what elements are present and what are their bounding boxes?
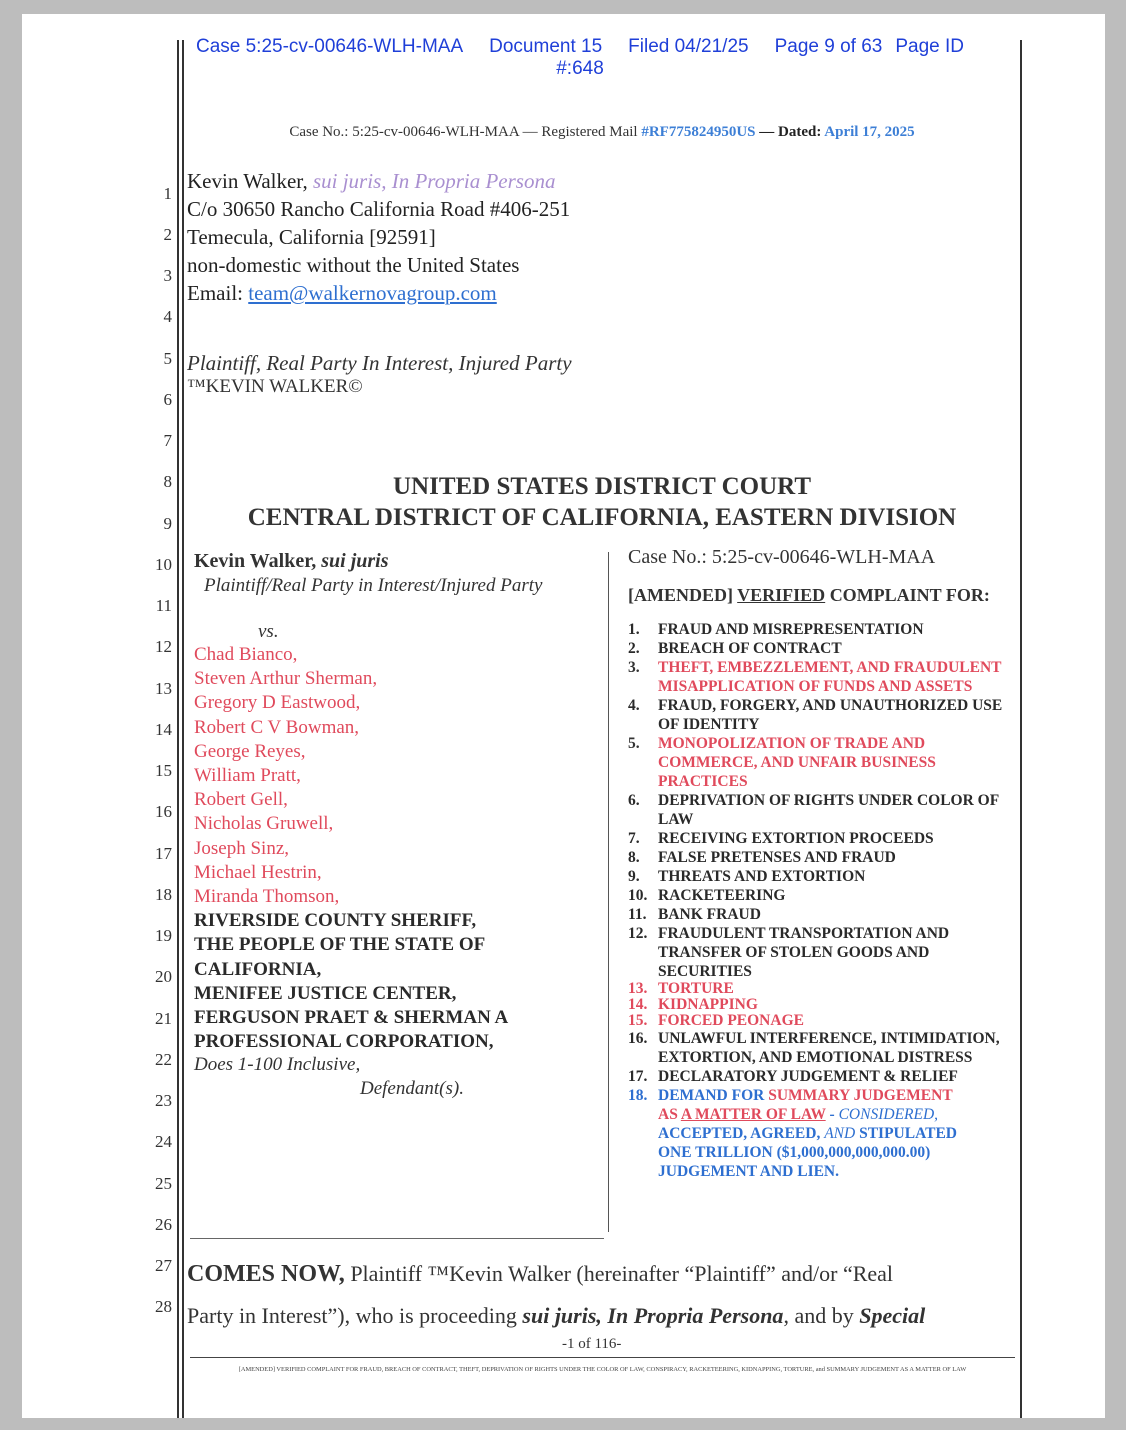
count-item <box>628 620 1023 639</box>
count-text: RACKETEERING <box>658 887 786 904</box>
count-number: 18. <box>628 1087 648 1104</box>
complaint-verified: VERIFIED <box>737 585 826 605</box>
defendant-name: Michael Hestrin, <box>194 861 322 883</box>
count18-part-c: AS <box>658 1106 681 1123</box>
line-number: 5 <box>163 349 172 368</box>
count-text: MONOPOLIZATION OF TRADE AND COMMERCE, AND UNFAIR BUSINESS PRACTICES <box>658 735 936 790</box>
count-text: BREACH OF CONTRACT <box>658 640 842 657</box>
count-number: 6. <box>628 792 640 809</box>
count-text: FRAUD AND MISREPRESENTATION <box>658 621 924 638</box>
count-number: 10. <box>628 887 648 904</box>
count-number: 9. <box>628 868 640 885</box>
line-number: 11 <box>155 596 172 615</box>
line-number: 20 <box>155 967 172 986</box>
defendant-list <box>194 643 508 1054</box>
defendant-name: Robert Gell, <box>194 789 288 811</box>
count-number: 16. <box>628 1030 648 1047</box>
caption-plaintiff-name: Kevin Walker, <box>194 550 322 572</box>
line-number: 27 <box>155 1256 172 1275</box>
count-text <box>658 1086 1023 1181</box>
defendant-entity: MENIFEE JUSTICE CENTER, <box>194 982 457 1004</box>
count-text: FRAUD, FORGERY, AND UNAUTHORIZED USE OF IDENTITY <box>658 697 1003 733</box>
count-number: 3. <box>628 659 640 676</box>
line-number: 17 <box>155 844 172 863</box>
comes-now-rest1: Plaintiff ™Kevin Walker (hereinafter “Plaintiff” and/or “Real <box>344 1261 894 1286</box>
line-number: 6 <box>163 390 172 409</box>
count-text: BANK FRAUD <box>658 906 761 923</box>
count-number: 1. <box>628 621 640 638</box>
filing-header <box>130 36 1030 80</box>
line-number: 12 <box>155 637 172 656</box>
footer-divider <box>190 1357 1015 1358</box>
count-number: 8. <box>628 849 640 866</box>
address-city: Temecula, California [92591] <box>187 225 436 249</box>
line-number: 10 <box>155 555 172 574</box>
defendant-name: Chad Bianco, <box>194 644 298 665</box>
header-page-id-num: #:648 <box>556 58 604 79</box>
footer-text: [AMENDED] VERIFIED COMPLAINT FOR FRAUD, BREACH OF CONTRACT, THEFT, DEPRIVATION OF RIGHTS UNDER THE COLOR OF LAW, CONSPIRACY, RACKETEERING, KIDNAPPING, TORTURE, and SUMMARY JUDGEMENT AS A MATTER OF LAW <box>238 1366 967 1373</box>
page-number: -1 of 116- <box>562 1336 622 1352</box>
count18-part-f: CONSIDERED, <box>838 1106 939 1123</box>
defendant-entity: RIVERSIDE COUNTY SHERIFF, <box>194 910 477 932</box>
count-text: UNLAWFUL INTERFERENCE, INTIMIDATION, EXTORTION, AND EMOTIONAL DISTRESS <box>658 1030 1000 1066</box>
count-item <box>628 1067 1023 1086</box>
count-text: THEFT, EMBEZZLEMENT, AND FRAUDULENT MISAPPLICATION OF FUNDS AND ASSETS <box>658 659 1002 695</box>
count18-part-g: ACCEPTED, AGREED, <box>658 1125 825 1142</box>
line-number: 4 <box>163 307 172 326</box>
defendant-name: William Pratt, <box>194 765 301 787</box>
count-item <box>628 658 1023 696</box>
line-number: 7 <box>163 431 172 450</box>
caption-divider-vertical <box>608 552 609 1232</box>
address-email-line <box>187 279 570 307</box>
count18-part-b: SUMMARY JUDGEMENT <box>768 1087 953 1104</box>
header-document: Document 15 <box>489 36 603 57</box>
count-item <box>628 886 1023 905</box>
dated-label: — Dated: <box>755 124 825 140</box>
defendant-entity: CALIFORNIA, <box>194 958 322 980</box>
count-number: 11. <box>628 906 647 923</box>
count-item <box>628 905 1023 924</box>
defendant-entity: PROFESSIONAL CORPORATION, <box>194 1031 494 1053</box>
line-number: 13 <box>155 679 172 698</box>
count-item <box>628 848 1023 867</box>
line-number: 21 <box>155 1009 172 1028</box>
count-number: 4. <box>628 697 640 714</box>
left-margin-rule-inner <box>182 40 184 1418</box>
count-text: RECEIVING EXTORTION PROCEEDS <box>658 830 934 847</box>
complaint-suffix: COMPLAINT FOR: <box>825 585 990 605</box>
count-number: 2. <box>628 640 640 657</box>
header-page: Page 9 of 63 <box>774 36 883 57</box>
count-item <box>628 981 1023 997</box>
caption-case-number: Case No.: 5:25-cv-00646-WLH-MAA <box>628 546 936 568</box>
caption-defendants-label: Defendant(s). <box>360 1078 464 1099</box>
count-number: 7. <box>628 830 640 847</box>
count-number: 15. <box>628 1012 648 1029</box>
line-number: 28 <box>155 1297 172 1316</box>
complaint-title <box>628 585 1028 606</box>
count-text: TORTURE <box>658 980 734 997</box>
line-number: 14 <box>155 720 172 739</box>
count-item-summary-judgement <box>628 1086 1023 1181</box>
count-item <box>628 734 1023 791</box>
count-text: KIDNAPPING <box>658 996 758 1013</box>
caption-plaintiff-suffix: sui juris <box>321 550 389 572</box>
court-title <box>182 471 1022 533</box>
caption-plaintiff-role: Plaintiff/Real Party in Interest/Injured Party <box>204 575 543 596</box>
count-text: DEPRIVATION OF RIGHTS UNDER COLOR OF LAW <box>658 792 999 828</box>
plaintiff-role: Plaintiff, Real Party In Interest, Injured Party <box>187 351 572 375</box>
count18-part-i: STIPULATED <box>855 1125 957 1142</box>
left-margin-rule-outer <box>177 40 179 1418</box>
count-item <box>628 696 1023 734</box>
comes-now-line1 <box>187 1253 1017 1295</box>
plaintiff-mark: ™KEVIN WALKER© <box>187 376 363 397</box>
count-number: 14. <box>628 996 648 1013</box>
registered-mail-number: #RF775824950US <box>641 124 756 140</box>
count-item <box>628 1029 1023 1067</box>
caption-does: Does 1-100 Inclusive, <box>194 1054 361 1075</box>
count-text: DECLARATORY JUDGEMENT & RELIEF <box>658 1068 958 1085</box>
email-label: Email: <box>187 281 249 305</box>
line-number: 19 <box>155 926 172 945</box>
count-number: 13. <box>628 980 648 997</box>
count-number: 12. <box>628 925 648 942</box>
header-page-id: Page ID <box>895 36 964 57</box>
plaintiff-address-block <box>187 167 570 307</box>
case-line-prefix: Case No.: 5:25-cv-00646-WLH-MAA — Registered Mail <box>289 124 642 140</box>
defendant-entity: THE PEOPLE OF THE STATE OF <box>194 934 486 956</box>
line-number: 8 <box>163 472 172 491</box>
header-filed: Filed 04/21/25 <box>628 36 749 57</box>
line-number: 26 <box>155 1215 172 1234</box>
count-number: 5. <box>628 735 640 752</box>
line-number: 9 <box>163 514 172 533</box>
comes-now-rest2c: , and by <box>783 1303 860 1328</box>
line-number: 24 <box>155 1132 172 1151</box>
defendant-name: Miranda Thomson, <box>194 886 340 908</box>
line-number: 3 <box>163 266 172 285</box>
line-number: 1 <box>163 184 172 203</box>
count18-part-h: AND <box>824 1125 856 1142</box>
count-text: FORCED PEONAGE <box>658 1012 804 1029</box>
count-number: 17. <box>628 1068 648 1085</box>
defendant-name: Joseph Sinz, <box>194 837 289 859</box>
caption-case-info <box>628 546 1028 606</box>
case-line <box>182 124 1022 141</box>
address-name: Kevin Walker, <box>187 169 313 193</box>
defendant-name: Gregory D Eastwood, <box>194 692 361 714</box>
dated-value: April 17, 2025 <box>824 124 915 140</box>
email-link[interactable]: team@walkernovagroup.com <box>248 281 497 305</box>
comes-now-paragraph <box>187 1253 1017 1337</box>
count18-part-e: - <box>825 1106 839 1123</box>
address-status: non-domestic without the United States <box>187 253 520 277</box>
address-name-suffix: sui juris, In Propria Persona <box>312 169 556 193</box>
comes-now-lead: COMES NOW, <box>187 1261 345 1287</box>
line-number: 22 <box>155 1050 172 1069</box>
defendant-name: George Reyes, <box>194 740 306 762</box>
comes-now-rest2d: Special <box>859 1303 926 1328</box>
count-item <box>628 997 1023 1013</box>
address-street: C/o 30650 Rancho California Road #406-251 <box>187 197 571 221</box>
court-title-line1: UNITED STATES DISTRICT COURT <box>393 473 811 500</box>
defendant-entity: FERGUSON PRAET & SHERMAN A <box>194 1007 509 1029</box>
count-text: FRAUDULENT TRANSPORTATION AND TRANSFER OF STOLEN GOODS AND SECURITIES <box>658 925 950 980</box>
caption-divider-horizontal <box>190 1238 604 1239</box>
caption-vs: vs. <box>258 621 279 642</box>
document-page <box>22 14 1105 1418</box>
count-item <box>628 924 1023 981</box>
count-item <box>628 867 1023 886</box>
court-title-line2: CENTRAL DISTRICT OF CALIFORNIA, EASTERN DIVISION <box>247 504 957 531</box>
header-case: Case 5:25-cv-00646-WLH-MAA <box>195 36 464 57</box>
address-name-line <box>187 167 570 195</box>
counts-list <box>628 620 1023 1181</box>
count18-part-a: DEMAND FOR <box>658 1087 769 1104</box>
caption-plaintiff <box>194 550 614 597</box>
count-item <box>628 639 1023 658</box>
defendant-name: Steven Arthur Sherman, <box>194 668 378 690</box>
comes-now-line2 <box>187 1295 1017 1337</box>
count18-part-j: ONE TRILLION ($1,000,000,000,000.00) JUDGEMENT AND LIEN. <box>658 1144 931 1180</box>
count-text: FALSE PRETENSES AND FRAUD <box>658 849 896 866</box>
count-item <box>628 1013 1023 1029</box>
line-number: 18 <box>155 885 172 904</box>
line-number: 16 <box>155 802 172 821</box>
defendant-name: Robert C V Bowman, <box>194 716 360 738</box>
count18-part-d: A MATTER OF LAW <box>680 1106 826 1123</box>
comes-now-rest2a: Party in Interest”), who is proceeding <box>187 1303 523 1328</box>
count-text: THREATS AND EXTORTION <box>658 868 866 885</box>
comes-now-rest2b: sui juris, In Propria Persona <box>522 1303 784 1328</box>
count-item <box>628 791 1023 829</box>
line-number: 2 <box>163 225 172 244</box>
line-number: 15 <box>155 761 172 780</box>
line-number: 23 <box>155 1091 172 1110</box>
count-item <box>628 829 1023 848</box>
line-number: 25 <box>155 1174 172 1193</box>
complaint-prefix: [AMENDED] <box>628 585 738 605</box>
caption-plaintiff-name-line <box>194 550 614 573</box>
defendant-name: Nicholas Gruwell, <box>194 813 334 835</box>
